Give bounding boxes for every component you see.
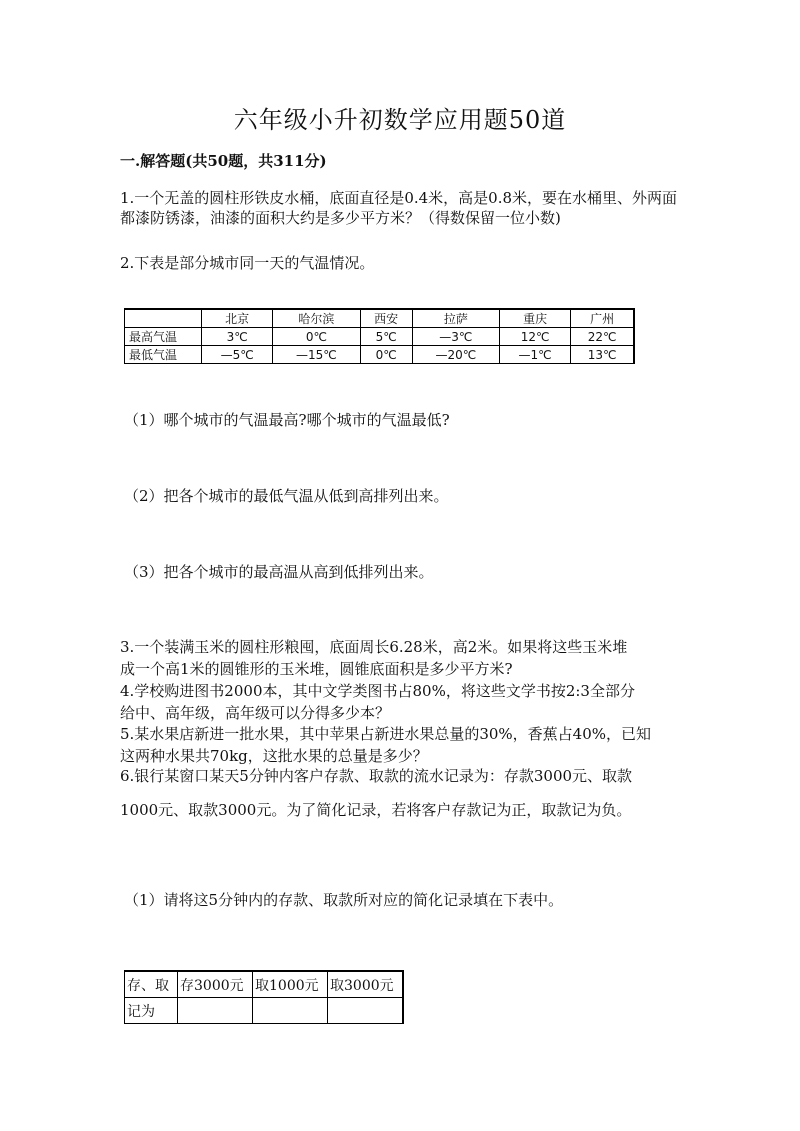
- table-row: [125, 998, 404, 1024]
- question-6-part-1: （1）请将这5分钟内的存款、取款所对应的简化记录填在下表中。: [124, 891, 564, 909]
- table-header-row: [125, 309, 635, 328]
- question-5-line-2: 这两种水果共70kg，这批水果的总量是多少？: [120, 747, 428, 765]
- temperature-table: [124, 308, 635, 364]
- table-header-cell: 西安: [360, 309, 412, 328]
- table-cell: —20℃: [412, 346, 499, 364]
- answer-cell[interactable]: [253, 998, 328, 1024]
- record-table: [124, 970, 404, 1024]
- answer-cell[interactable]: [178, 998, 253, 1024]
- page-title: 六年级小升初数学应用题50道: [233, 106, 567, 134]
- question-2-part-2: （2）把各个城市的最低气温从低到高排列出来。: [124, 487, 449, 505]
- table-header-cell: 取1000元: [253, 971, 328, 998]
- table-header-cell: 重庆: [499, 309, 570, 328]
- question-3-line-2: 成一个高1米的圆锥形的玉米堆，圆锥底面积是多少平方米?: [120, 660, 513, 678]
- table-cell: —5℃: [202, 346, 273, 364]
- table-cell: 13℃: [571, 346, 634, 364]
- question-5-line-1: 5.某水果店新进一批水果，其中苹果占新进水果总量的30%，香蕉占40%，已知: [120, 725, 651, 743]
- question-2-part-3: （3）把各个城市的最高温从高到低排列出来。: [124, 563, 434, 581]
- section-heading: 一.解答题(共50题，共311分): [120, 152, 327, 170]
- table-header-cell: 拉萨: [412, 309, 499, 328]
- table-cell: 3℃: [202, 328, 273, 346]
- question-6-line-1: 6.银行某窗口某天5分钟内客户存款、取款的流水记录为：存款3000元、取款: [120, 767, 633, 785]
- table-header-cell: 北京: [202, 309, 273, 328]
- row-label: 记为: [125, 998, 178, 1024]
- answer-cell[interactable]: [328, 998, 404, 1024]
- table-cell: —3℃: [412, 328, 499, 346]
- table-header-cell: 广州: [571, 309, 634, 328]
- table-row: [125, 346, 635, 364]
- table-cell: 22℃: [571, 328, 634, 346]
- table-header-cell: 存、取: [125, 971, 178, 998]
- table-header-cell: 哈尔滨: [273, 309, 360, 328]
- table-row: [125, 328, 635, 346]
- question-2-part-1: （1）哪个城市的气温最高?哪个城市的气温最低?: [124, 411, 450, 429]
- table-cell: 0℃: [273, 328, 360, 346]
- row-label: 最低气温: [125, 346, 202, 364]
- question-2: 2.下表是部分城市同一天的气温情况。: [120, 254, 375, 272]
- table-cell: [125, 309, 202, 328]
- question-1: 1.一个无盖的圆柱形铁皮水桶，底面直径是0.4米，高是0.8米，要在水桶里、外两面都漆防锈漆，油漆的面积大约是多少平方米？（得数保留一位小数): [120, 189, 678, 227]
- table-cell: 5℃: [360, 328, 412, 346]
- question-4-line-1: 4.学校购进图书2000本，其中文学类图书占80%，将这些文学书按2:3全部分: [120, 682, 635, 700]
- table-cell: —15℃: [273, 346, 360, 364]
- table-cell: 0℃: [360, 346, 412, 364]
- row-label: 最高气温: [125, 328, 202, 346]
- table-header-row: [125, 971, 404, 998]
- question-3-line-1: 3.一个装满玉米的圆柱形粮囤，底面周长6.28米，高2米。如果将这些玉米堆: [120, 638, 628, 656]
- table-cell: —1℃: [499, 346, 570, 364]
- question-4-line-2: 给中、高年级，高年级可以分得多少本？: [120, 704, 391, 722]
- table-header-cell: 存3000元: [178, 971, 253, 998]
- table-header-cell: 取3000元: [328, 971, 404, 998]
- table-cell: 12℃: [499, 328, 570, 346]
- question-6-line-2: 1000元、取款3000元。为了简化记录，若将客户存款记为正，取款记为负。: [120, 801, 632, 819]
